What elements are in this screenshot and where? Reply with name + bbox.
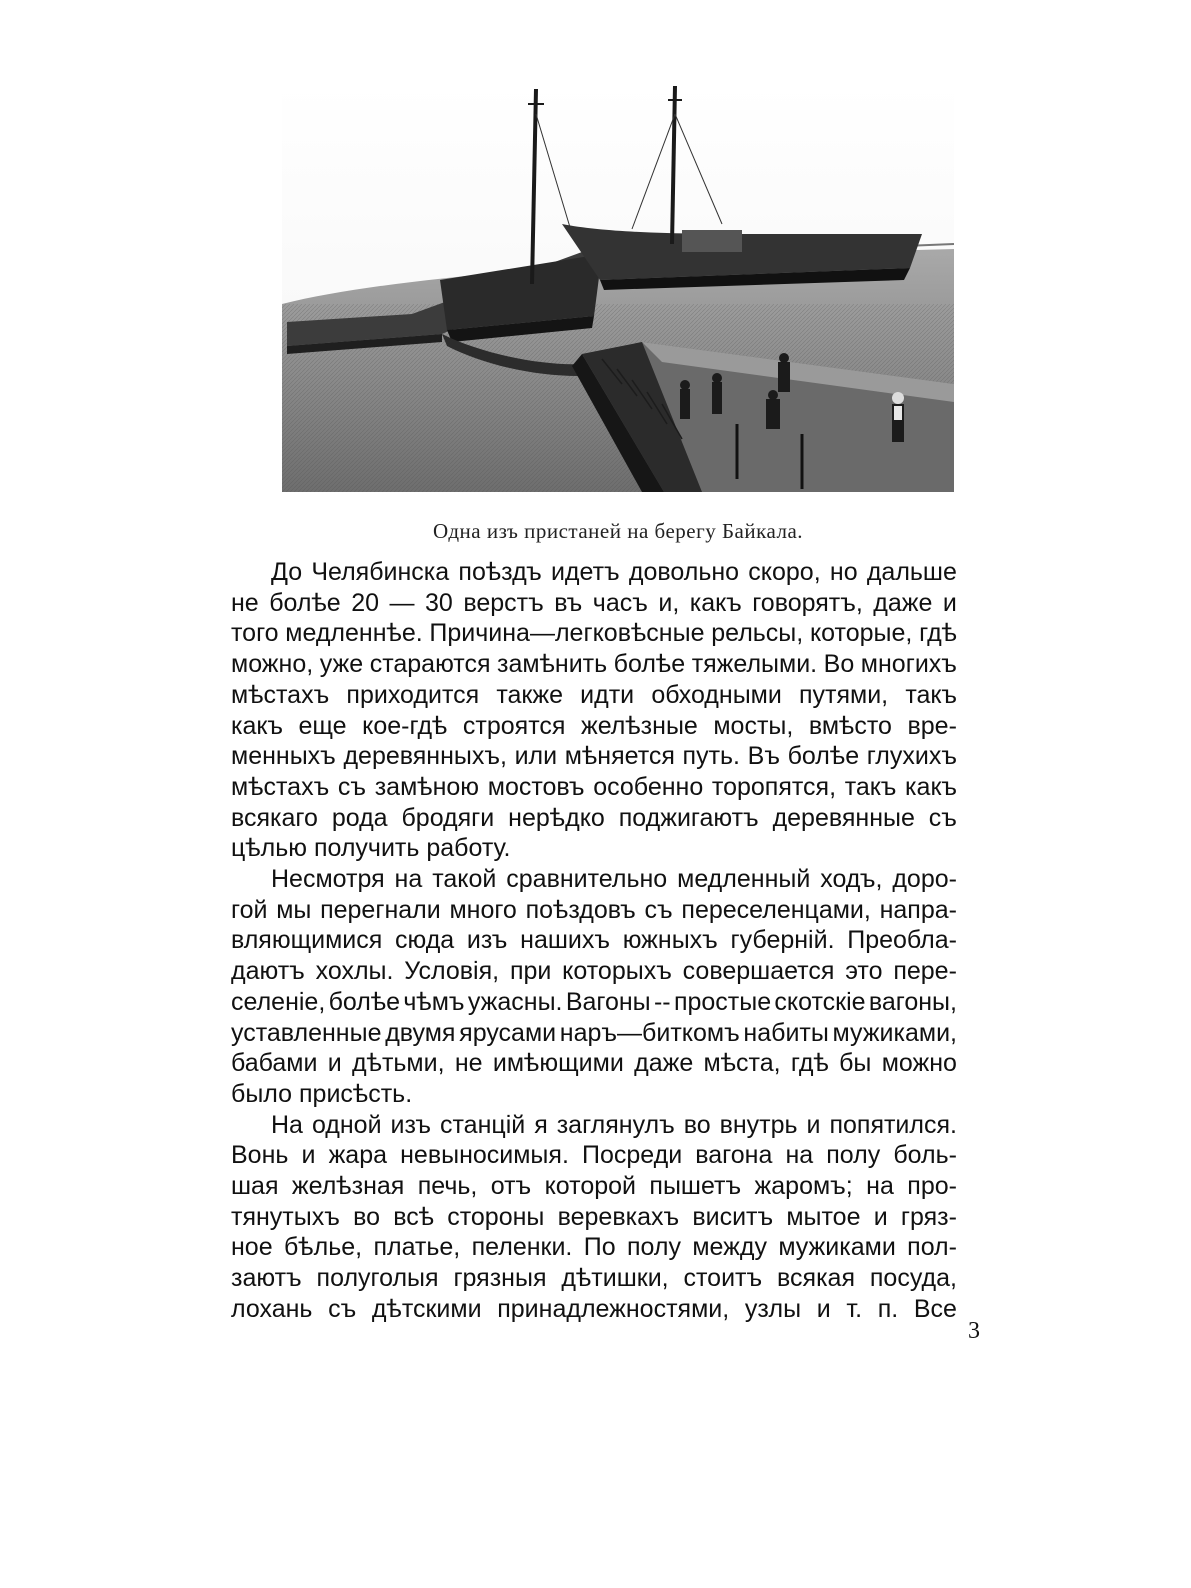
text-line: гой мы перегнали много поѣздовъ съ переселенцами, напра-: [231, 895, 957, 924]
text-line: того медленнѣе. Причина—легковѣсные рельсы, которые, гдѣ: [231, 619, 957, 648]
text-line: было присѣсть.: [231, 1079, 413, 1108]
paragraph-3: [231, 1110, 957, 1325]
baikal-pier-photo: [282, 84, 954, 492]
text-line: Несмотря на такой сравнительно медленный ходъ, доро-: [271, 865, 957, 894]
paragraph-1: [231, 557, 957, 864]
text-line: вляющимися сюда изъ нашихъ южныхъ губерній. Преобла-: [231, 926, 957, 955]
text-line: До Челябинска поѣздъ идетъ довольно скоро, но дальше: [271, 558, 957, 586]
text-line: тянутыхъ во всѣ стороны веревкахъ виситъ мытое и гряз-: [231, 1202, 957, 1231]
body-text: [231, 557, 957, 1325]
paragraph-2: [231, 864, 957, 1110]
text-line: можно, уже стараются замѣнить болѣе тяжелыми. Во многихъ: [231, 650, 957, 679]
text-line: На одной изъ станцій я заглянулъ во внутрь и попятился.: [271, 1110, 957, 1139]
text-line: ное бѣлье, платье, пеленки. По полу между мужиками пол-: [231, 1233, 957, 1262]
text-line: лохань съ дѣтскими принадлежностями, узлы и т. п. Все: [231, 1294, 957, 1323]
text-line: уставленные двумя ярусами наръ—биткомъ набиты мужиками,: [231, 1018, 957, 1047]
text-line: цѣлью получить работу.: [231, 834, 511, 863]
text-line: Вонь и жара невыносимыя. Посреди вагона на полу боль-: [231, 1141, 957, 1170]
text-line: не болѣе 20 — 30 верстъ въ часъ и, какъ говорятъ, даже и: [231, 588, 957, 617]
text-line: селеніе, болѣе чѣмъ ужасны. Вагоны -- простые скотскіе вагоны,: [231, 987, 957, 1016]
text-line: какъ еще кое-гдѣ строятся желѣзные мосты, вмѣсто вре-: [231, 711, 957, 740]
text-line: всякаго рода бродяги нерѣдко поджигаютъ деревянные съ: [231, 803, 957, 832]
text-line: менныхъ деревянныхъ, или мѣняется путь. Въ болѣе глухихъ: [231, 742, 957, 771]
text-line: мѣстахъ съ замѣною мостовъ особенно торопятся, такъ какъ: [231, 772, 957, 801]
text-line: даютъ хохлы. Условія, при которыхъ совершается это пере-: [231, 957, 957, 986]
page-number: 3: [968, 1318, 980, 1344]
figure-caption: Одна изъ пристаней на берегу Байкала.: [432, 519, 804, 543]
text-line: мѣстахъ приходится также идти обходными путями, такъ: [231, 680, 957, 709]
text-line: бабами и дѣтьми, не имѣющими даже мѣста, гдѣ бы можно: [231, 1049, 957, 1078]
text-line: заютъ полуголыя грязныя дѣтишки, стоитъ всякая посуда,: [231, 1264, 957, 1293]
text-line: шая желѣзная печь, отъ которой пышетъ жаромъ; на про-: [231, 1172, 957, 1201]
